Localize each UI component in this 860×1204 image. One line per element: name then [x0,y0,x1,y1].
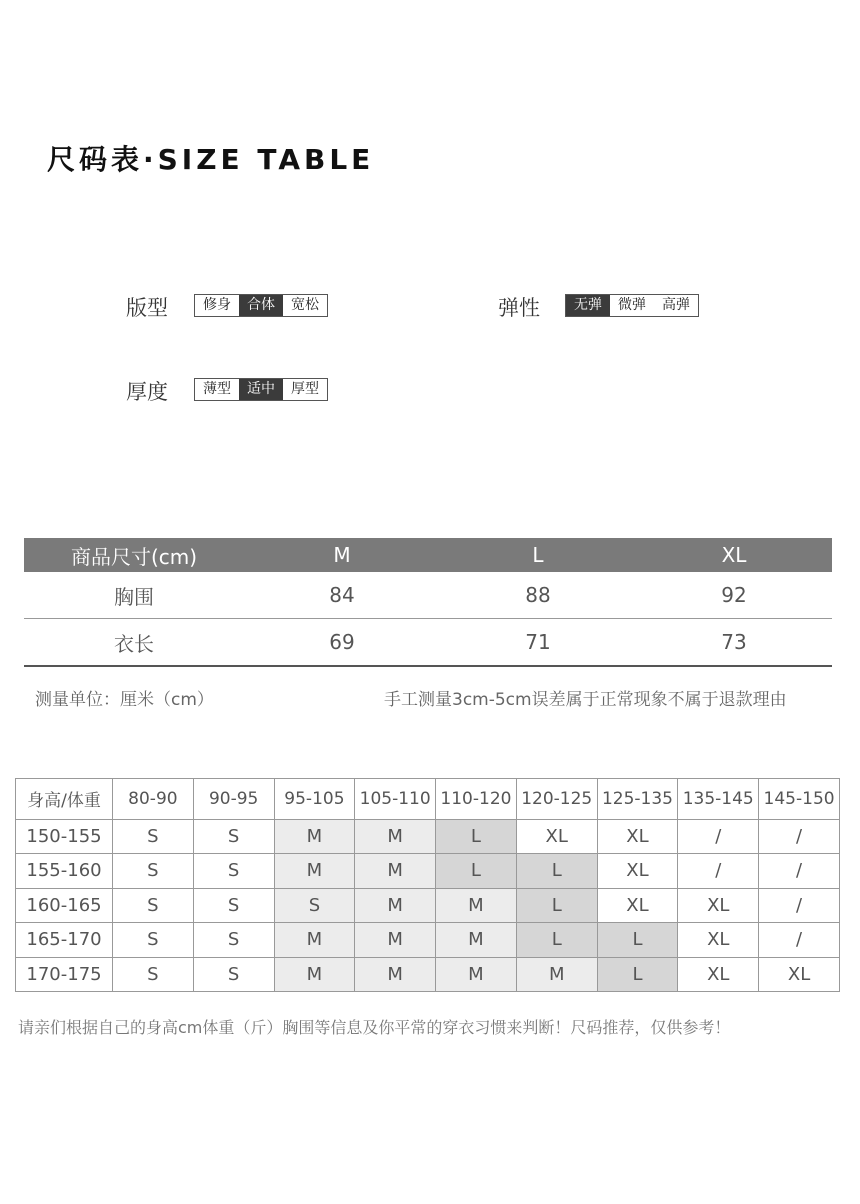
size-cell: M [436,888,517,922]
measurement-cell: 92 [721,583,747,607]
size-cell: S [193,923,274,957]
size-cell: M [274,854,355,888]
thickness-options [194,378,328,401]
size-cell: S [193,888,274,922]
elasticity-option-selected: 无弹 [566,295,610,316]
size-cell: L [516,854,597,888]
height-range-cell: 155-160 [16,854,113,888]
size-cell: M [355,957,436,991]
elasticity-option: 微弹 [618,297,646,313]
measurement-header-cell: XL [721,543,747,567]
height-range-cell: 160-165 [16,888,113,922]
size-cell: S [113,819,194,853]
recommend-header-cell: 135-145 [678,779,759,820]
measurement-header-row [24,538,832,572]
recommend-header-cell: 110-120 [436,779,517,820]
size-cell: S [193,957,274,991]
recommend-row [16,819,840,853]
recommend-header-cell: 145-150 [759,779,840,820]
size-cell: XL [597,888,678,922]
recommend-header-cell: 120-125 [516,779,597,820]
fit-option: 宽松 [291,297,319,313]
recommend-header-cell: 80-90 [113,779,194,820]
size-cell: L [597,957,678,991]
elasticity-options [565,294,699,317]
size-cell: XL [597,854,678,888]
size-cell: S [193,819,274,853]
recommend-header-cell: 125-135 [597,779,678,820]
size-cell: / [678,819,759,853]
measurement-cell: 73 [721,630,747,654]
thickness-label: 厚度 [126,380,168,404]
size-cell: L [436,854,517,888]
measurement-cell: 88 [525,583,551,607]
recommend-header-cell: 90-95 [193,779,274,820]
size-cell: M [355,888,436,922]
size-cell: XL [678,923,759,957]
recommend-row [16,923,840,957]
thickness-option-selected: 适中 [239,379,283,400]
size-cell: L [597,923,678,957]
size-recommendation-table [15,778,840,992]
size-cell: L [516,923,597,957]
measurement-table [24,538,832,667]
size-cell: S [274,888,355,922]
size-cell: XL [678,957,759,991]
size-cell: S [113,923,194,957]
size-cell: L [516,888,597,922]
recommend-header-cell: 身高/体重 [16,779,113,820]
footer-note: 请亲们根据自己的身高cm体重（斤）胸围等信息及你平常的穿衣习惯来判断！尺码推荐，仅供参考！ [18,1018,731,1037]
size-cell: M [436,923,517,957]
measurement-header-cell: L [532,543,544,567]
size-cell: XL [759,957,840,991]
size-cell: M [355,923,436,957]
size-cell: M [274,923,355,957]
recommend-row [16,854,840,888]
fit-option-selected: 合体 [239,295,283,316]
size-cell: XL [678,888,759,922]
size-cell: XL [597,819,678,853]
size-cell: M [355,819,436,853]
height-range-cell: 170-175 [16,957,113,991]
height-range-cell: 165-170 [16,923,113,957]
thickness-option: 厚型 [291,381,319,397]
recommend-header-cell: 95-105 [274,779,355,820]
tolerance-note: 手工测量3cm-5cm误差属于正常现象不属于退款理由 [384,690,787,710]
measurement-row [24,619,832,667]
size-cell: M [274,819,355,853]
size-cell: XL [516,819,597,853]
size-cell: / [759,923,840,957]
size-cell: M [436,957,517,991]
size-cell: / [759,888,840,922]
recommend-row [16,957,840,991]
thickness-option: 薄型 [203,381,231,397]
recommend-header-row [16,779,840,820]
elasticity-option: 高弹 [662,297,690,313]
fit-label: 版型 [126,296,168,320]
measurement-row [24,572,832,619]
measurement-cell: 衣长 [114,631,154,656]
size-cell: / [759,854,840,888]
height-range-cell: 150-155 [16,819,113,853]
fit-options [194,294,328,317]
size-cell: M [516,957,597,991]
unit-note: 测量单位：厘米（cm） [35,690,214,710]
size-cell: L [436,819,517,853]
page-title: 尺码表·SIZE TABLE [47,143,375,176]
measurement-cell: 84 [329,583,355,607]
measurement-header-cell: 商品尺寸(cm) [70,544,198,569]
size-cell: S [113,854,194,888]
recommend-row [16,888,840,922]
measurement-cell: 胸围 [114,584,154,609]
fit-option: 修身 [203,297,231,313]
elasticity-label: 弹性 [498,296,540,320]
recommend-header-cell: 105-110 [355,779,436,820]
size-cell: M [355,854,436,888]
size-cell: S [193,854,274,888]
size-cell: S [113,888,194,922]
size-cell: / [678,854,759,888]
size-cell: M [274,957,355,991]
size-cell: / [759,819,840,853]
size-cell: S [113,957,194,991]
measurement-cell: 69 [329,630,355,654]
measurement-header-cell: M [333,543,351,567]
measurement-cell: 71 [525,630,551,654]
